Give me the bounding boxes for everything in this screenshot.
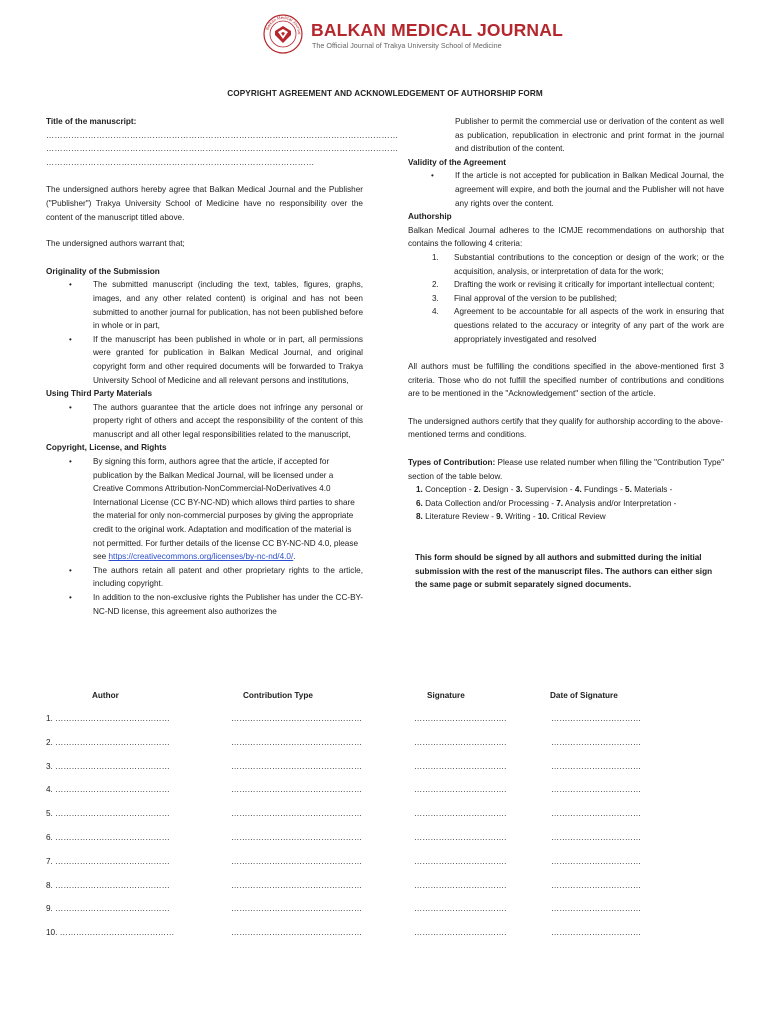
manuscript-title-line-3[interactable]: ……………………………………………………………………………………	[46, 157, 315, 167]
contribution-type-field[interactable]	[231, 904, 362, 913]
type-number: 10.	[537, 512, 550, 522]
dotted-blank: ……………………………	[551, 833, 642, 842]
type-name: Conception	[425, 485, 467, 495]
dotted-blank: …………………………….	[414, 904, 507, 914]
dotted-blank: ……………………………………	[55, 737, 170, 747]
type-name: Literature Review	[425, 512, 489, 522]
list-item: • The authors retain all patent and other proprietary rights to the article, including copyright.	[46, 564, 363, 591]
signature-field[interactable]	[414, 833, 506, 842]
dotted-blank: ……………………………………	[55, 785, 170, 795]
type-name: Data Collection and/or Processing	[425, 498, 549, 508]
contribution-type-field[interactable]	[231, 738, 362, 747]
journal-subtitle: The Official Journal of Trakya University School of Medicine	[312, 41, 502, 50]
contribution-type-field[interactable]	[231, 857, 362, 866]
journal-name: BALKAN MEDICAL JOURNAL	[311, 20, 563, 40]
svg-text:Balkan Medical Journal: Balkan Medical Journal	[264, 14, 303, 35]
types-label: Types of Contribution:	[408, 458, 496, 468]
signature-field[interactable]	[414, 762, 506, 771]
type-name: Supervision	[524, 485, 568, 495]
dotted-blank: ……………………………………	[55, 761, 170, 771]
document-title: COPYRIGHT AGREEMENT AND ACKNOWLEDGEMENT OF AUTHORSHIP FORM	[227, 89, 543, 98]
dotted-blank: …………………………….	[414, 856, 507, 866]
third-party-list	[46, 401, 363, 442]
list-item: • In addition to the non-exclusive rights the Publisher has under the CC-BY-NC-ND license, this agreement also authorizes the	[46, 591, 363, 618]
row-number: 7.	[46, 856, 53, 866]
manuscript-title-label: Title of the manuscript:	[46, 117, 137, 126]
manuscript-title-line-2[interactable]: ………………………………………………………………………………………………………………	[46, 144, 399, 154]
criteria-text: Substantial contributions to the conception or design of the work; or the acquisition, analysis, or interpretation of data for the work;	[454, 252, 724, 276]
row-number: 1.	[46, 714, 53, 723]
validity-heading: Validity of the Agreement	[408, 157, 506, 167]
date-field[interactable]	[551, 785, 641, 794]
dotted-blank: ……………………………………	[55, 809, 170, 819]
contribution-type-field[interactable]	[231, 809, 362, 818]
row-number: 2.	[46, 737, 53, 747]
warrant-paragraph: The undersigned authors warrant that;	[46, 239, 185, 249]
row-number: 6.	[46, 833, 53, 842]
criteria-number: 4.	[432, 307, 439, 317]
signature-field[interactable]	[414, 928, 506, 937]
dotted-blank: ……………………………	[551, 785, 642, 795]
row-number: 10.	[46, 928, 58, 938]
author-field[interactable]	[46, 928, 174, 937]
date-field[interactable]	[551, 762, 641, 771]
dotted-blank: …………………………………………	[231, 880, 362, 890]
author-field[interactable]	[46, 738, 170, 747]
signing-note: This form should be signed by all authors and submitted during the initial submission with the rest of the manuscript files. The authors can either sign the same page or submit separately signed documents.	[415, 553, 713, 590]
column-header-contribution-type: Contribution Type	[243, 691, 313, 700]
signature-field[interactable]	[414, 809, 506, 818]
author-field[interactable]	[46, 785, 170, 794]
column-header-date: Date of Signature	[550, 691, 618, 700]
dotted-blank: …………………………….	[414, 880, 507, 890]
dotted-blank: …………………………………………	[231, 761, 362, 771]
criteria-number: 2.	[432, 280, 439, 290]
row-number: 8.	[46, 880, 53, 890]
dotted-blank: …………………………………………	[231, 809, 362, 819]
copyright-heading: Copyright, License, and Rights	[46, 443, 167, 453]
types-paragraph	[408, 456, 724, 483]
dotted-blank: ……………………………	[551, 809, 642, 819]
signature-field[interactable]	[414, 904, 506, 913]
criteria-text: Drafting the work or revising it critically for important intellectual content;	[454, 280, 715, 290]
type-number: 2.	[473, 485, 481, 495]
date-field[interactable]	[551, 881, 641, 890]
list-item	[408, 305, 724, 346]
signature-field[interactable]	[414, 785, 506, 794]
type-number: 4.	[574, 485, 582, 495]
contribution-type-field[interactable]	[231, 928, 362, 937]
dotted-blank: ……………………………………	[59, 928, 175, 938]
row-number: 4.	[46, 785, 53, 795]
type-name: Writing	[505, 512, 531, 522]
license-text: By signing this form, authors agree that the article, if accepted for publication by the Balkan Medical Journal, will be licensed under a Creative Commons Attribution-NonCommercial-NoDerivatives 4.0 International License (CC BY-NC-ND) which allows third parties to share the material for only non-commercial purposes by giving the appropriate credit to the original work. Adaptation and modification of the material is not permitted. For further details of the license CC BY-NC-ND 4.0, please see	[93, 457, 358, 562]
intro-paragraph: The undersigned authors hereby agree that Balkan Medical Journal and the Publisher ("Publisher") Trakya University School of Medicine have no responsibility over the content of the manuscript titled above.	[46, 185, 363, 222]
criteria-number: 3.	[432, 293, 439, 303]
type-number: 7.	[556, 498, 564, 508]
date-field[interactable]	[551, 714, 641, 723]
date-field[interactable]	[551, 904, 641, 913]
dotted-blank: …………………………….	[414, 809, 507, 819]
date-field[interactable]	[551, 833, 641, 842]
type-name: Critical Review	[551, 512, 606, 522]
signature-field[interactable]	[414, 714, 506, 723]
dotted-blank: …………………………………………	[231, 904, 362, 914]
contribution-type-field[interactable]	[231, 762, 362, 771]
date-field[interactable]	[551, 738, 641, 747]
fulfill-paragraph: All authors must be fulfilling the conditions specified in the above-mentioned first 3 criteria. Those who do not fulfill the specified number of contributions and conditions are to be mentioned in the "Acknowledgement" section of the article.	[408, 362, 724, 399]
type-number: 5.	[625, 485, 632, 495]
list-item	[408, 278, 724, 292]
list-item: • If the manuscript has been published in whole or in part, all permissions were granted for publication in Balkan Medical Journal, and original copyright form and other required documents will be forwarded to Trakya University School of Medicine and all relevant persons and institutions,	[46, 333, 363, 387]
row-number: 5.	[46, 809, 53, 819]
type-number: 6.	[416, 498, 423, 508]
date-field[interactable]	[551, 809, 641, 818]
dotted-blank: ……………………………	[551, 928, 642, 938]
originality-heading: Originality of the Submission	[46, 266, 160, 276]
dotted-blank: …………………………………………	[231, 928, 362, 938]
dotted-blank: …………………………….	[414, 785, 507, 795]
list-item: • The authors guarantee that the article does not infringe any personal or property right of others and accept the responsibility of the content of this manuscript and all other legal responsibilities related to the manuscript,	[46, 401, 363, 442]
contribution-type-field[interactable]	[231, 785, 362, 794]
author-field[interactable]	[46, 714, 170, 723]
dotted-blank: ……………………………………	[55, 880, 170, 890]
author-field[interactable]	[46, 857, 170, 866]
dotted-blank: ……………………………………	[55, 904, 170, 914]
third-party-heading: Using Third Party Materials	[46, 389, 153, 399]
dotted-blank: ……………………………	[551, 737, 642, 747]
dotted-blank: ……………………………	[551, 880, 642, 890]
dotted-blank: …………………………….	[414, 714, 507, 723]
copyright-list	[46, 455, 363, 618]
row-number: 3.	[46, 761, 53, 771]
author-field[interactable]	[46, 904, 170, 913]
types-text: Please use related number when filling the "Contribution Type" section of the table below.	[408, 458, 724, 481]
column-header-author: Author	[92, 691, 119, 700]
right-column	[408, 115, 724, 592]
type-number: 9.	[496, 512, 503, 522]
publisher-continued: Publisher to permit the commercial use or derivation of the content as well as publication, republication in electronic and print format in the journal and distribution of the content.	[455, 117, 724, 154]
list-item	[408, 251, 724, 278]
left-column	[46, 115, 399, 618]
manuscript-title-line-1[interactable]: ………………………………………………………………………………………………………………	[46, 130, 399, 140]
type-name: Fundings	[584, 485, 618, 495]
dotted-blank: ……………………………	[551, 856, 642, 866]
originality-list	[46, 278, 363, 387]
certify-paragraph: The undersigned authors certify that they qualify for authorship according to the above-mentioned terms and conditions.	[408, 416, 723, 440]
column-header-signature: Signature	[427, 691, 465, 700]
authorship-paragraph: Balkan Medical Journal adheres to the ICMJE recommendations on authorship that contains the following 4 criteria:	[408, 225, 724, 249]
journal-seal-icon	[262, 12, 304, 56]
dotted-blank: …………………………….	[414, 833, 507, 842]
contribution-type-field[interactable]	[231, 714, 362, 723]
journal-logo	[262, 12, 304, 56]
validity-list	[408, 169, 724, 210]
author-field[interactable]	[46, 762, 170, 771]
dotted-blank: …………………………………………	[231, 833, 362, 842]
dotted-blank: ……………………………………	[55, 856, 170, 866]
type-name: Design	[482, 485, 509, 495]
contribution-type-field[interactable]	[231, 881, 362, 890]
contribution-type-field[interactable]	[231, 833, 362, 842]
type-name: Analysis and/or Interpretation	[564, 498, 672, 508]
type-name: Materials	[634, 485, 668, 495]
criteria-text: Final approval of the version to be published;	[454, 293, 617, 303]
dotted-blank: ……………………………	[551, 714, 642, 723]
date-field[interactable]	[551, 857, 641, 866]
criteria-list	[408, 251, 724, 346]
list-item	[46, 455, 363, 564]
dotted-blank: ……………………………	[551, 904, 642, 914]
author-field[interactable]	[46, 833, 170, 842]
criteria-number: 1.	[432, 252, 439, 262]
list-item: • The submitted manuscript (including the text, tables, figures, graphs, images, and any other related content) is original and has not been submitted to another journal for publication, has not been published before in whole or in part,	[46, 278, 363, 332]
dotted-blank: …………………………………………	[231, 737, 362, 747]
dotted-blank: ……………………………………	[55, 833, 170, 842]
authorship-heading: Authorship	[408, 212, 452, 222]
type-number: 8.	[416, 512, 423, 522]
signature-field[interactable]	[414, 738, 506, 747]
date-field[interactable]	[551, 928, 641, 937]
dotted-blank: …………………………….	[414, 761, 507, 771]
dotted-blank: …………………………………………	[231, 785, 362, 795]
type-number: 3.	[515, 485, 523, 495]
author-field[interactable]	[46, 881, 170, 890]
list-item: • If the article is not accepted for publication in Balkan Medical Journal, the agreement will expire, and both the journal and the Publisher will not have any rights over the content.	[408, 169, 724, 210]
row-number: 9.	[46, 904, 53, 914]
dotted-blank: ……………………………………	[55, 714, 170, 723]
dotted-blank: …………………………………………	[231, 714, 362, 723]
license-link[interactable]: https://creativecommons.org/licenses/by-nc-nd/4.0/	[108, 552, 294, 562]
list-item	[408, 292, 724, 306]
dotted-blank: …………………………….	[414, 928, 507, 938]
license-text-end: .	[293, 552, 296, 562]
contribution-types: 1. Conception - 2. Design - 3. Supervision - 4. Fundings - 5. Materials - 6. Data Collection and/or Processing - 7. Analysis and/or Interpretation - 8. Literature Review - 9. Writing - 10. Critical Review	[416, 485, 677, 522]
dotted-blank: …………………………………………	[231, 856, 362, 866]
dotted-blank: …………………………….	[414, 737, 507, 747]
type-number: 1.	[416, 485, 423, 495]
author-field[interactable]	[46, 809, 170, 818]
criteria-text: Agreement to be accountable for all aspects of the work in ensuring that questions related to the accuracy or integrity of any part of the work are appropriately investigated and resolved	[454, 307, 724, 344]
dotted-blank: ……………………………	[551, 761, 642, 771]
signature-field[interactable]	[414, 881, 506, 890]
signature-field[interactable]	[414, 857, 506, 866]
